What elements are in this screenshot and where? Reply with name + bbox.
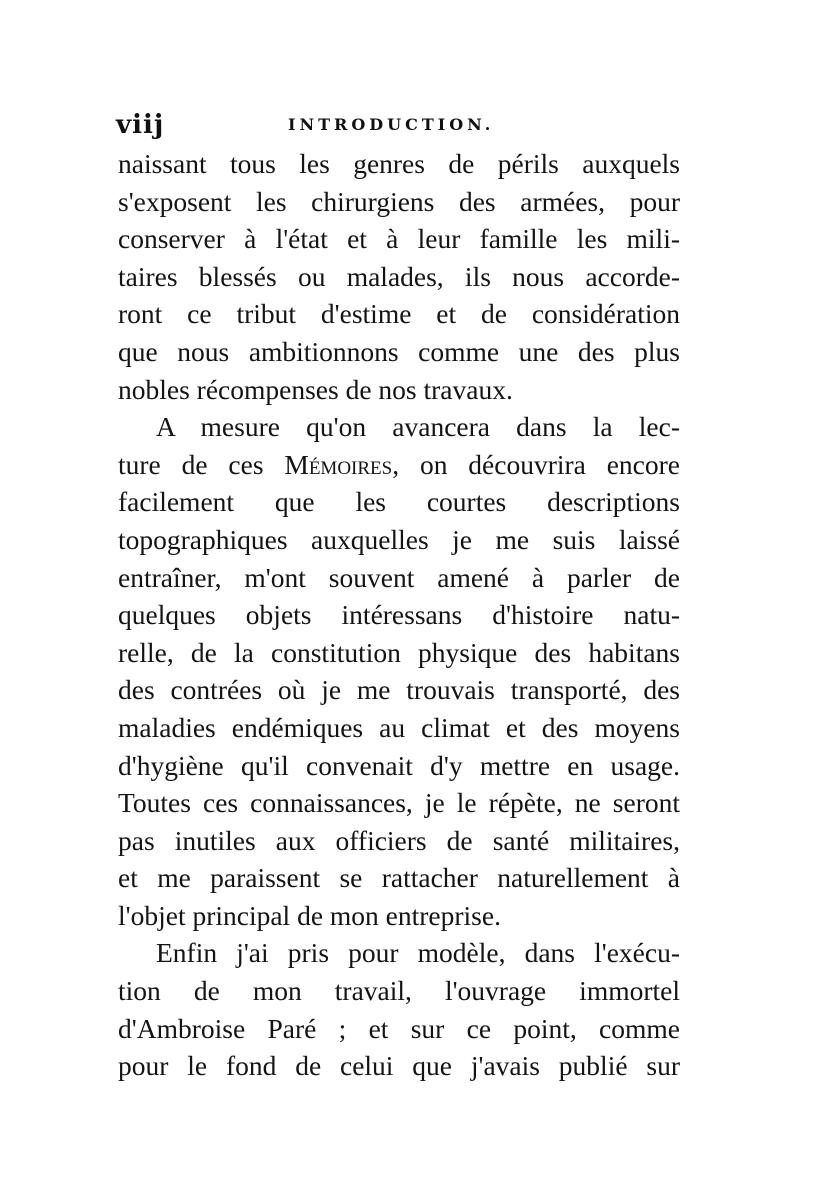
paragraph-start-line: Enfin j'ai pris pour modèle, dans l'exécu- [156, 937, 680, 969]
text-line: conserver à l'état et à leur famille les mili- [118, 223, 680, 255]
text-line: et me paraissent se rattacher naturellement à [118, 862, 680, 894]
text-line: que nous ambitionnons comme une des plus [118, 335, 680, 367]
text-line: d'Ambroise Paré ; et sur ce point, comme [118, 1012, 680, 1044]
paragraph-end-line: nobles récompenses de nos travaux. [118, 373, 513, 405]
text-line: relle, de la constitution physique des habitans [118, 636, 680, 668]
text-line: des contrées où je me trouvais transporté, des [118, 674, 680, 706]
text-line: taires blessés ou malades, ils nous accorde- [118, 260, 680, 292]
paragraph-end-line: l'objet principal de mon entreprise. [118, 899, 501, 931]
body-text [118, 145, 680, 1085]
text-line: maladies endémiques au climat et des moyens [118, 711, 680, 743]
text-line: pour le fond de celui que j'avais publié sur [118, 1050, 680, 1082]
text-segment: , on découvrira encore [392, 448, 680, 480]
text-line: pas inutiles aux officiers de santé militaires, [118, 824, 680, 856]
text-line: facilement que les courtes descriptions [118, 486, 680, 518]
text-line: s'exposent les chirurgiens des armées, pour [118, 185, 680, 217]
text-line: Toutes ces connaissances, je le répète, ne seront [118, 787, 680, 819]
smallcaps-title: Mémoires [284, 448, 393, 480]
text-line-with-smallcaps [118, 446, 680, 484]
running-head [116, 110, 676, 140]
text-line: entraîner, m'ont souvent amené à parler de [118, 561, 680, 593]
running-head-title: INTRODUCTION. [288, 115, 495, 134]
text-segment: ture de ces [118, 448, 285, 480]
text-line: quelques objets intéressans d'histoire natu- [118, 599, 680, 631]
page-number: viij [116, 110, 165, 140]
paragraph-start-line: A mesure qu'on avancera dans la lec- [156, 411, 680, 443]
text-line: topographiques auxquelles je me suis laissé [118, 523, 680, 555]
text-line: ront ce tribut d'estime et de considération [118, 298, 680, 330]
text-line: tion de mon travail, l'ouvrage immortel [118, 975, 680, 1007]
text-line: naissant tous les genres de périls auxquels [118, 148, 680, 179]
text-line: d'hygiène qu'il convenait d'y mettre en usage. [118, 749, 680, 781]
